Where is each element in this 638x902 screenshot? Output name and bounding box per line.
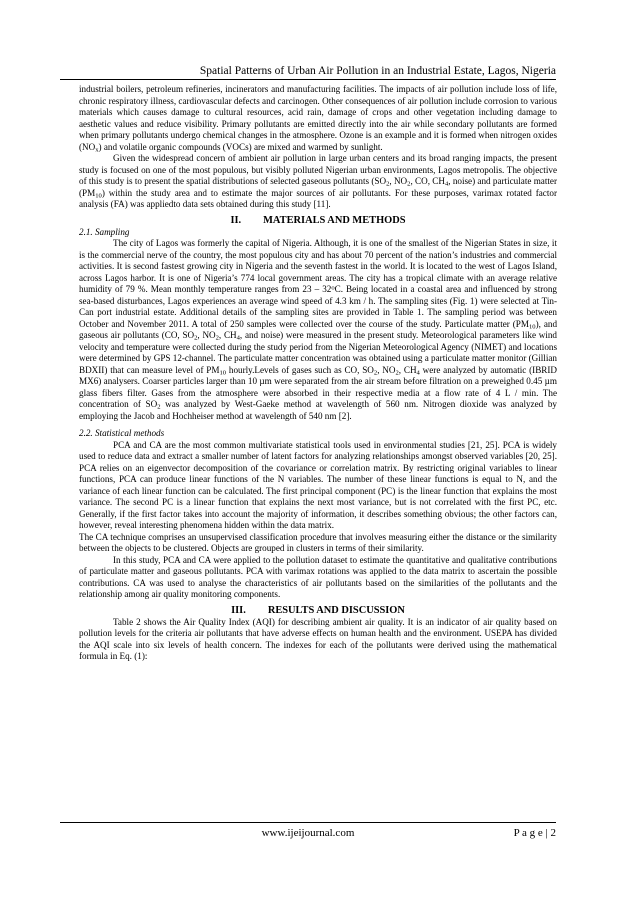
statistical-paragraph-3: In this study, PCA and CA were applied to the pollution dataset to estimate the quantitative and qualitative contributions of particulate matter and gaseous pollutants. PCA with varimax rotations was applied to the data matrix to ascertain the possible contributions. CA was used to analyse the characteristics of air pollutants based on the similarities of the pollutants and the relationship among air quality monitoring components. [79, 554, 557, 599]
section-heading-results-discussion: III. RESULTS AND DISCUSSION [231, 604, 405, 616]
statistical-paragraph-2: The CA technique comprises an unsupervised classification procedure that involves measuring either the distance or the similarity between the objects to be clustered. Objects are grouped in clusters in terms of their similarity. [79, 531, 557, 553]
intro-paragraph-1: industrial boilers, petroleum refineries, incinerators and manufacturing facilities. The impacts of air pollution include loss of life, chronic respiratory illness, cardiovascular defects and carcinogen. Other consequences of air pollution include corrosion to various materials which causes damage to cultural resources, acid rain, damage of crops and other vegetation including damage to aesthetic values and reduce visibility. Primary pollutants are emitted directly into the air while secondary pollutants are formed when primary pollutants undergo chemical changes in the atmosphere. Ozone is an example and it is formed when nitrogen oxides $(NO_x)$ and volatile organic compounds (VOCs) are mixed and warmed by sunlight. [79, 84, 557, 154]
header-rule [60, 79, 556, 80]
sampling-paragraph: The city of Lagos was formerly the capital of Nigeria. Although, it is one of the smallest of the Nigerian States in size, it is the commercial nerve of the country, the most populous city and has about 70 percent of the nation’s industries and commercial activities. It is second fastest growing city in Nigeria and the seventh fastest in the world. It is located to the west of Lagos Island, across Lagos harbor. It is one of Nigeria’s 774 local government areas. The city has a tropical climate with an average relative humidity of 79 %. Mean monthly temperature ranges from 23 – 32$^o$C. Being located in a coastal area and influenced by strong sea-based disturbances, Lagos experiences an average wind speed of 4.3 km / h. The sampling sites (Fig. 1) were selected at Tin-Can port industrial estate. Additional details of the sampling sites are provided in Table 1. The sampling period was between October and November 2011. A total of 250 samples were collected over the course of the study. Particulate matter $(PM_{10})$, and gaseous air pollutants (CO, $SO_2$, $NO_2$, $CH_4$, and noise) were measured in the present study. Meteorological parameters like wind velocity and temperature were collected during the study period from the Nigerian Meteorological Agency (NIMET) and locations were determined by GPS 12-channel. The particulate matter concentration was obtained using a particulate matter monitor (Gillian BDXII) that can measure level of $PM_{10}$ hourly.Levels of gases such as CO, $SO_2$, $NO_2$, $CH_4$ were analyzed by automatic (IBRID MX6) analysers. Coarser particles larger than 10 µm were separated from the air stream before filtration on a preweighed 0.45 µm glass fibers filter. Gases from the atmosphere were absorbed in their respective media at a flow rate of 4 L / min. The concentration of $SO_2$ was analyzed by West-Gaeke method at wavelength of 560 nm. Nitrogen dioxide was analyzed by employing the Jacob and Hochheiser method at wavelength of 540 nm [2]. [79, 238, 558, 421]
section-heading-materials-methods: II. MATERIALS AND METHODS [230, 214, 406, 226]
statistical-paragraph-1: PCA and CA are the most common multivariate statistical tools used in environmental studies [21, 25]. PCA is widely used to reduce data and extract a smaller number of latent factors for analyzing relationships amongst observed variables [20, 25]. PCA relies on an eigenvector decomposition of the covariance or correlation matrix. By restricting original variables to linear functions, PCA can produce linear functions of the N variables. The number of these linear functions is equal to N, and the variance of each linear function can be calculated. The first principal component (PC) is the linear function that explains the most variance. The second PC is a linear function that explains the next most variance, but is not correlated with the first PC, etc. Generally, if the first factor takes into account the majority of information, it describes something obvious; the other factors can, however, reveal interesting phenomena hidden within the data matrix. [79, 439, 557, 530]
subsection-heading-sampling: 2.1. Sampling [79, 226, 130, 237]
body-text [79, 84, 557, 663]
journal-website: www.ijeijournal.com [261, 827, 355, 839]
running-header: Spatial Patterns of Urban Air Pollution in an Industrial Estate, Lagos, Nigeria [199, 65, 556, 77]
results-paragraph-1: Table 2 shows the Air Quality Index (AQI) for describing ambient air quality. It is an indicator of air quality based on pollution levels for the criteria air pollutants that have adverse effects on human health and the environment. USEPA has divided the AQI scale into six levels of health concern. The indexes for each of the pollutants were derived using the mathematical formula in Eq. (1): [79, 616, 557, 661]
page-number: P a g e | 2 [513, 827, 556, 839]
intro-paragraph-2: Given the widespread concern of ambient air pollution in large urban centers and its broad ranging impacts, the present study is focused on one of the most populous, but visibly polluted Nigerian urban environments, Lagos metropolis. The objective of this study is to present the spatial distributions of selected gaseous pollutants ($SO_2$, $NO_2$, CO, $CH_4$, noise) and particulate matter $(PM_{10})$ within the study area and to estimate the major sources of air pollutants. For these purposes, varimax rotated factor analysis (FA) was appliedto data sets obtained during this study [11]. [79, 153, 558, 209]
subsection-heading-statistical-methods: 2.2. Statistical methods [79, 428, 165, 438]
footer-rule [60, 822, 556, 823]
